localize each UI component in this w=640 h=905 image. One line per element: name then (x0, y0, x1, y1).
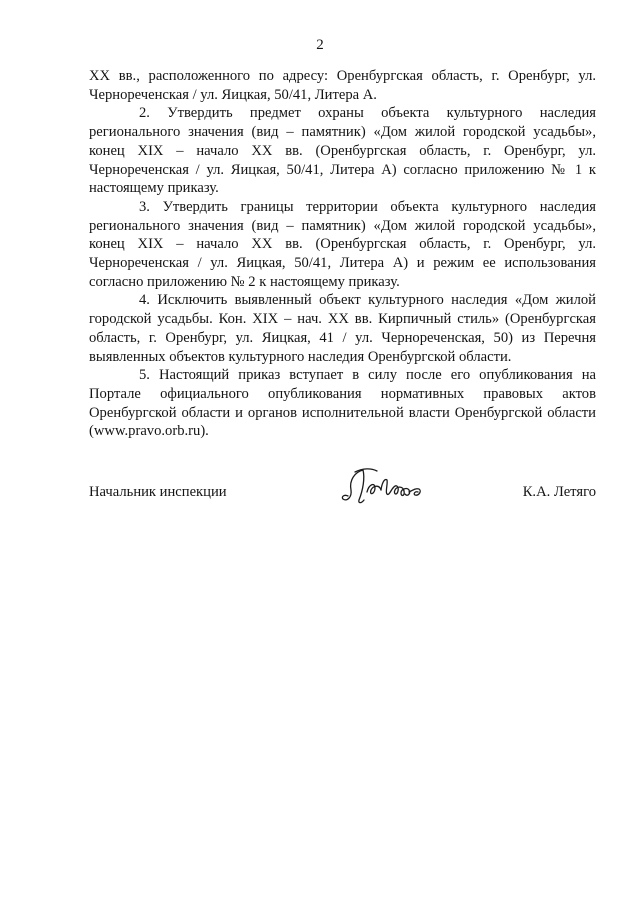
handwritten-signature (341, 466, 425, 508)
paragraph-item-3: 3. Утвердить границы территории объекта культурного наследия регионального значения (вид – памятник) «Дом жилой городской усадьбы», конец XIX – начало XX вв. (Оренбургская область, г. Оренбург, ул. Чернореченская / ул. Яицкая, 50/41, Литера А) и режим ее использования согласно приложению № 2 к настоящему приказу. (89, 198, 596, 290)
document-body (89, 67, 596, 441)
paragraph-item-5: 5. Настоящий приказ вступает в силу после его опубликования на Портале официального опубликования нормативных правовых актов Оренбургской области и органов исполнительной власти Оренбургской области (www.pravo.orb.ru). (89, 367, 596, 440)
signature-block (89, 466, 596, 516)
paragraph-item-2: 2. Утвердить предмет охраны объекта культурного наследия регионального значения (вид – памятник) «Дом жилой городской усадьбы», конец XIX – начало XX вв. (Оренбургская область, г. Оренбург, ул. Чернореченская / ул. Яицкая, 50/41, Литера А) согласно приложению № 1 к настоящему приказу. (89, 105, 596, 197)
signatory-name: К.А. Летяго (522, 484, 596, 500)
page-number: 2 (316, 37, 324, 53)
paragraph-item-4: 4. Исключить выявленный объект культурного наследия «Дом жилой городской усадьбы. Кон. XIX – нач. XX вв. Кирпичный стиль» (Оренбургская область, г. Оренбург, ул. Яицкая, 41 / ул. Чернореченская, 50) из Перечня выявленных объектов культурного наследия Оренбургской области. (89, 292, 596, 365)
paragraph-continuation: XX вв., расположенного по адресу: Оренбургская область, г. Оренбург, ул. Чернореченская / ул. Яицкая, 50/41, Литера А. (89, 68, 596, 103)
signatory-position: Начальник инспекции (89, 484, 227, 500)
